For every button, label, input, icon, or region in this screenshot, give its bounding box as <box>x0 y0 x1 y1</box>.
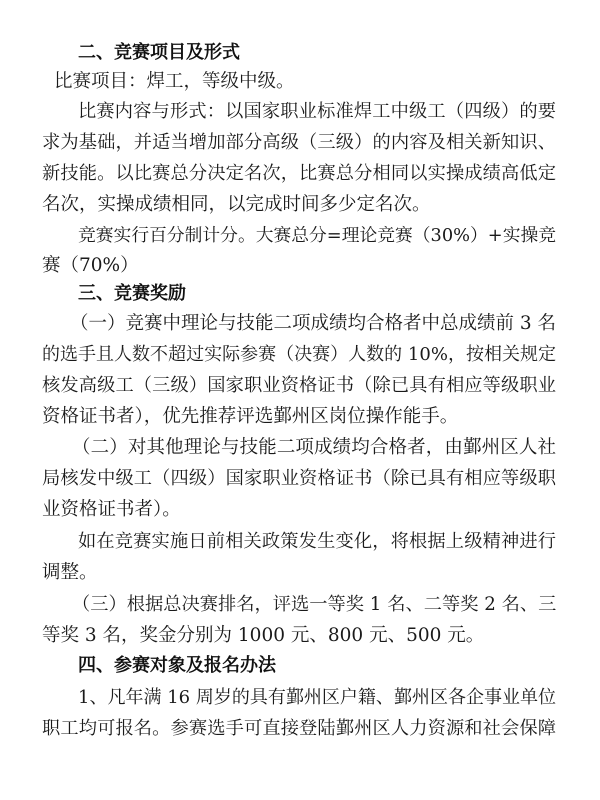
paragraph-line: 局核发中级工（四级）国家职业资格证书（除已具有相应等级职 <box>42 468 556 489</box>
paragraph-line: 新技能。以比赛总分决定名次，比赛总分相同以实操成绩高低定 <box>42 163 556 184</box>
paragraph-line: 资格证书者），优先推荐评选鄞州区岗位操作能手。 <box>42 406 459 427</box>
paragraph-line: 赛（70%） <box>42 255 139 276</box>
section-heading-competition-items: 二、竞赛项目及形式 <box>78 42 240 63</box>
paragraph-line: 竞赛实行百分制计分。大赛总分=理论竞赛（30%）+实操竞 <box>78 226 556 246</box>
paragraph-line: 核发高级工（三级）国家职业资格证书（除已具有相应等级职业 <box>42 375 556 396</box>
paragraph-line: 等奖 3 名，奖金分别为 1000 元、800 元、500 元。 <box>42 625 485 646</box>
paragraph-line: （二）对其他理论与技能二项成绩均合格者，由鄞州区人社 <box>72 437 556 458</box>
section-heading-awards: 三、竞赛奖励 <box>78 283 186 304</box>
paragraph-line: （一）竞赛中理论与技能二项成绩均合格者中总成绩前 3 名 <box>70 313 557 334</box>
paragraph-line: 的选手且人数不超过实际参赛（决赛）人数的 10%，按相关规定 <box>42 344 556 365</box>
paragraph-line: 比赛内容与形式：以国家职业标准焊工中级工（四级）的要 <box>78 101 556 122</box>
paragraph-line: 名次，实操成绩相同，以完成时间多少定名次。 <box>42 194 431 215</box>
paragraph-line: 1、凡年满 16 周岁的具有鄞州区户籍、鄞州区各企事业单位 <box>78 687 556 708</box>
paragraph-line: 调整。 <box>42 562 98 583</box>
section-heading-participants-registration: 四、参赛对象及报名办法 <box>78 655 276 676</box>
paragraph-line: 求为基础，并适当增加部分高级（三级）的内容及相关新知识、 <box>42 132 556 153</box>
paragraph-line: 比赛项目：焊工，等级中级。 <box>54 71 295 92</box>
paragraph-line: 职工均可报名。参赛选手可直接登陆鄞州区人力资源和社会保障 <box>42 718 556 739</box>
paragraph-line: 如在竞赛实施日前相关政策发生变化，将根据上级精神进行 <box>78 531 556 552</box>
paragraph-line: 业资格证书者）。 <box>42 499 181 520</box>
paragraph-line: （三）根据总决赛排名，评选一等奖 1 名、二等奖 2 名、三 <box>72 594 557 615</box>
